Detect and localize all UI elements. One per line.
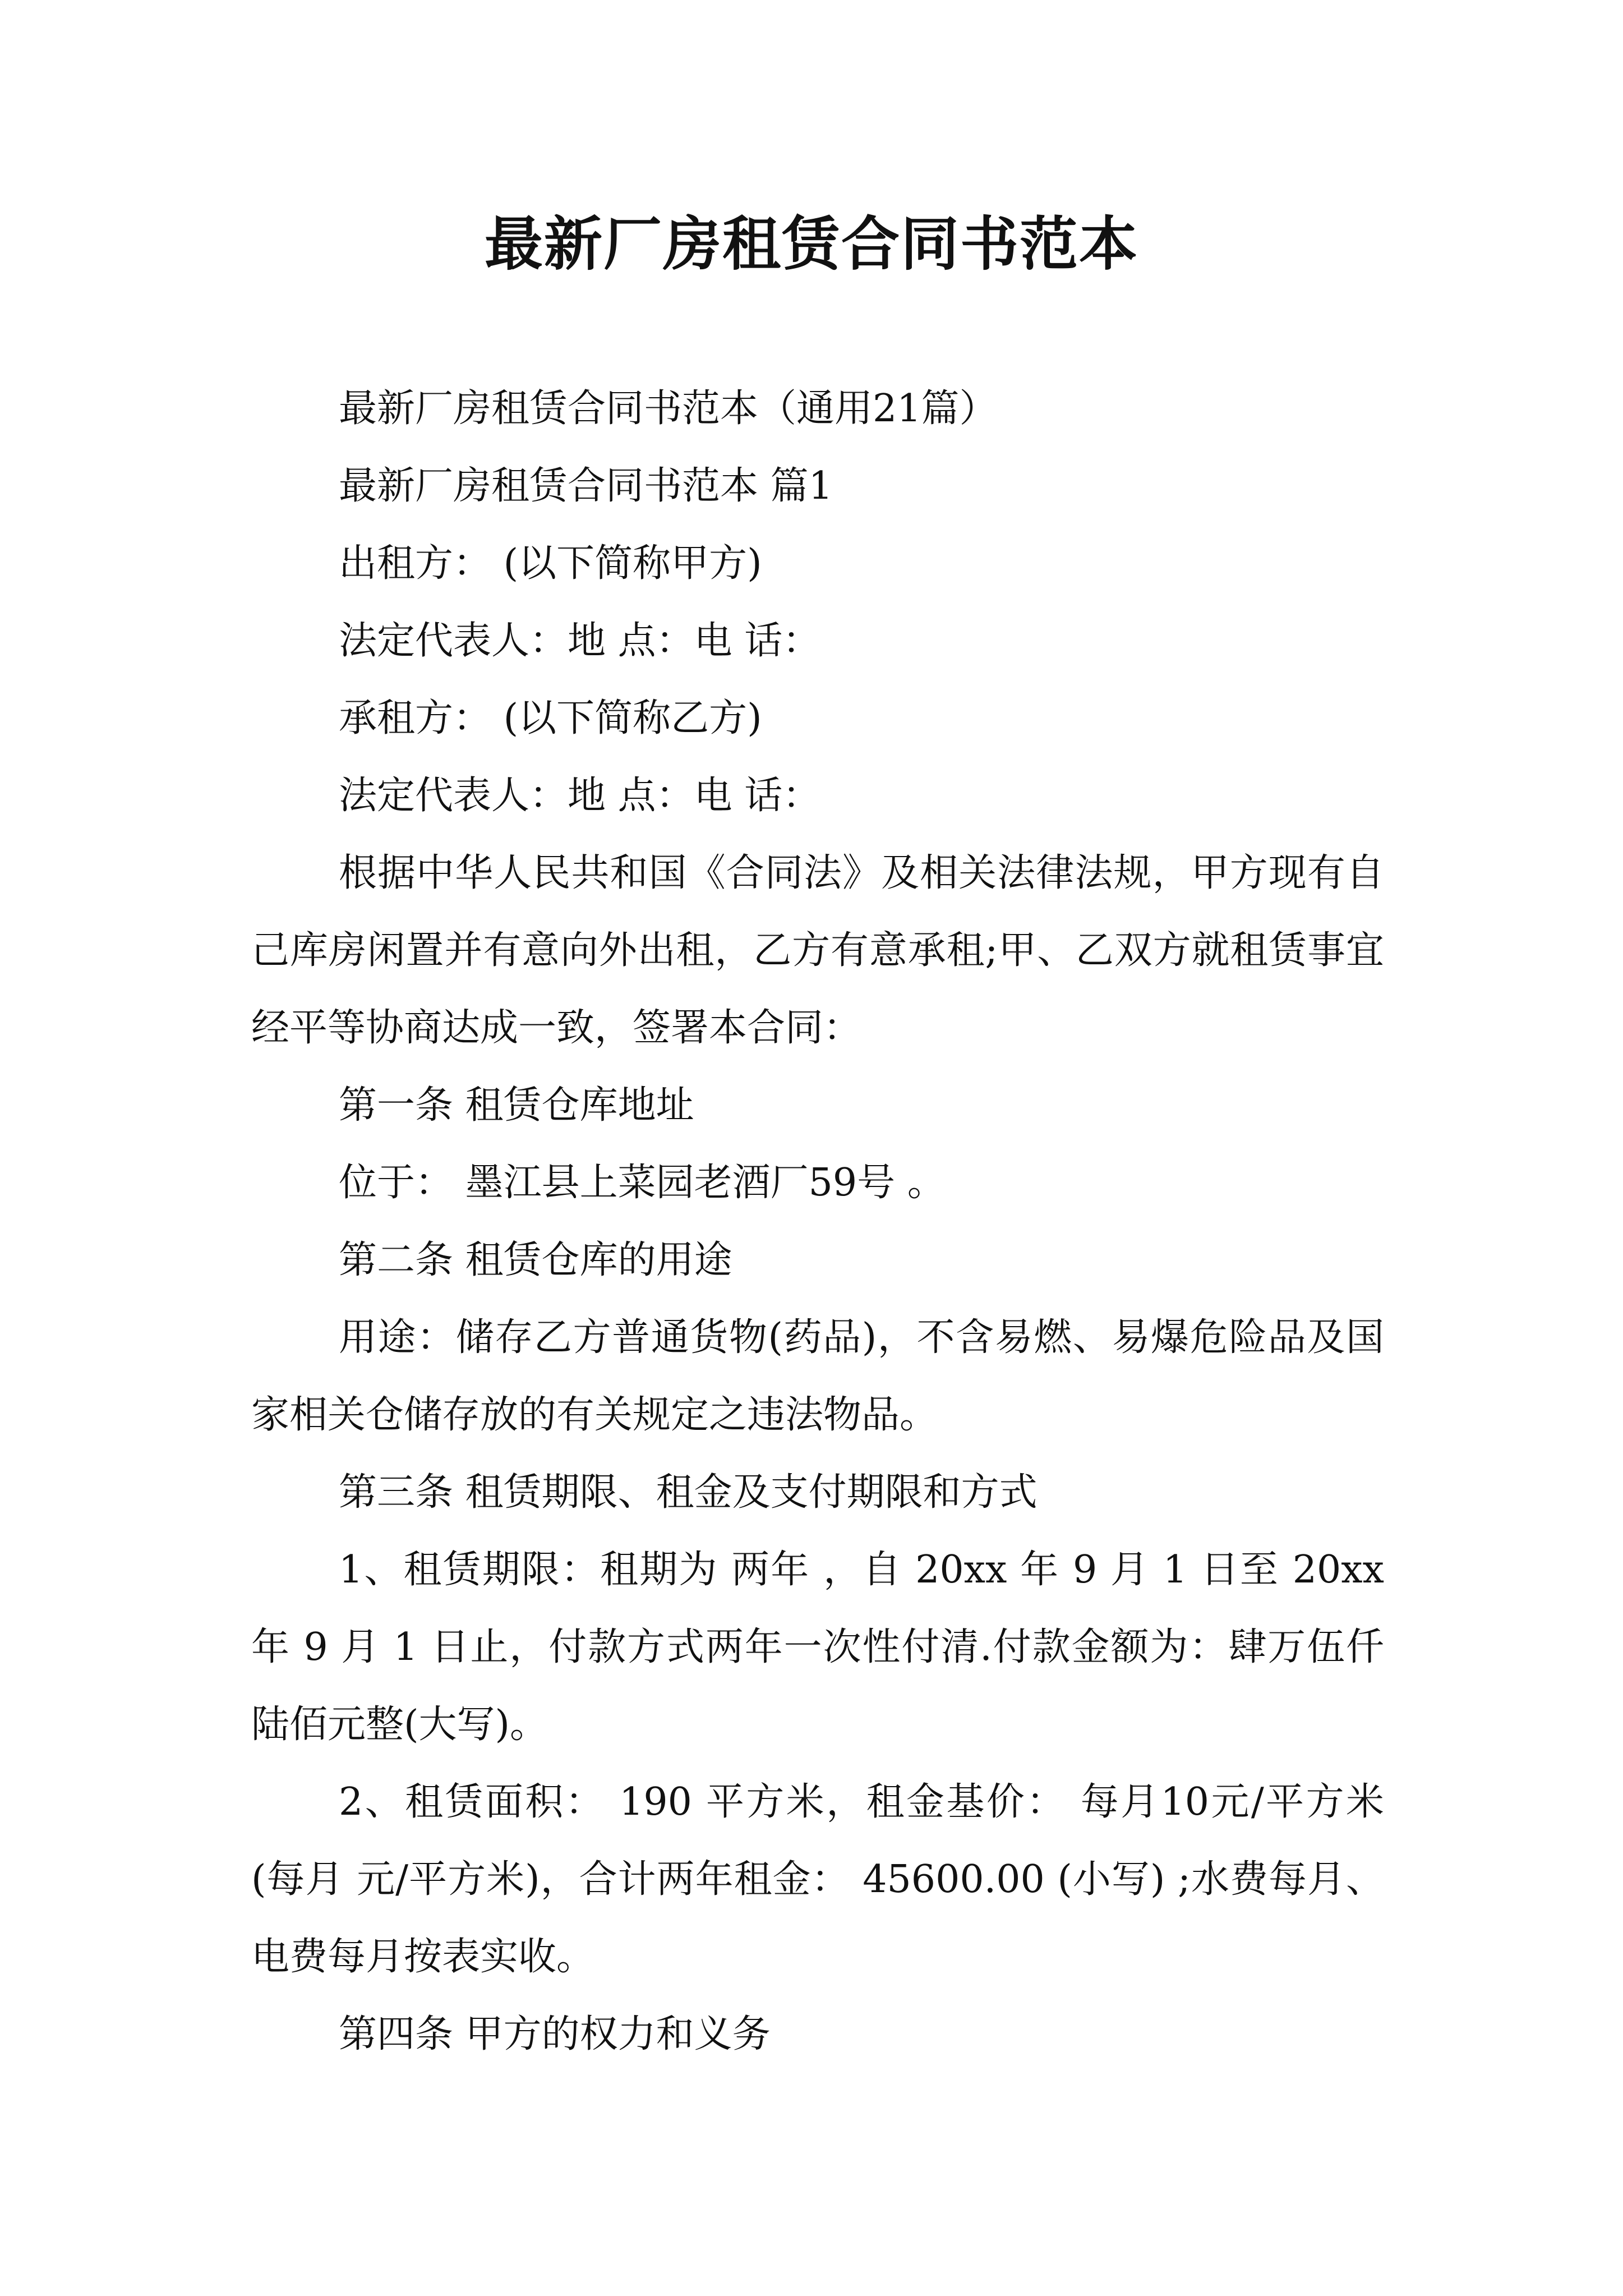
paragraph-lessee-representative: 法定代表人：地 点：电 话： [339,774,821,818]
paragraph-lessor: 出租方： (以下简称甲方) [339,541,762,586]
paragraph-article-3-area: 2、租赁面积： 190 平方米，租金基价： 每月10元/平方米 (每月 元/平方米)，合计两年租金： 45600.00 (小写) ;水费每月、电费每月按表实收。 [251,1780,1384,1979]
paragraph-article-1-heading: 第一条 租赁仓库地址 [339,1083,694,1128]
paragraph-article-1-body: 位于： 墨江县上菜园老酒厂59号 。 [339,1161,946,1205]
paragraph-article-3-heading: 第三条 租赁期限、租金及支付期限和方式 [339,1470,1038,1515]
paragraph-article-2-heading: 第二条 租赁仓库的用途 [339,1238,732,1282]
document-body [251,370,1384,2073]
paragraph-article-2-body: 用途：储存乙方普通货物(药品)，不含易燃、易爆危险品及国家相关仓储存放的有关规定之违法物品。 [251,1315,1384,1437]
paragraph-article-3-term: 1、租赁期限：租期为 两年 ，自 20xx 年 9 月 1 日至 20xx 年 9 月 1 日止，付款方式两年一次性付清.付款金额为：肆万伍仟陆佰元整(大写)。 [251,1548,1384,1747]
paragraph-lessor-representative: 法定代表人：地 点：电 话： [339,619,821,663]
paragraph-preamble: 根据中华人民共和国《合同法》及相关法律法规，甲方现有自己库房闲置并有意向外出租，乙方有意承租;甲、乙双方就租赁事宜经平等协商达成一致，签署本合同： [251,851,1384,1050]
document-title: 最新厂房租赁合同书范本 [484,209,1138,278]
paragraph-subtitle: 最新厂房租赁合同书范本（通用21篇） [339,386,998,431]
paragraph-lessee: 承租方： (以下简称乙方) [339,696,762,740]
paragraph-article-4-heading: 第四条 甲方的权力和义务 [339,2012,771,2056]
paragraph-section-heading: 最新厂房租赁合同书范本 篇1 [339,464,833,508]
